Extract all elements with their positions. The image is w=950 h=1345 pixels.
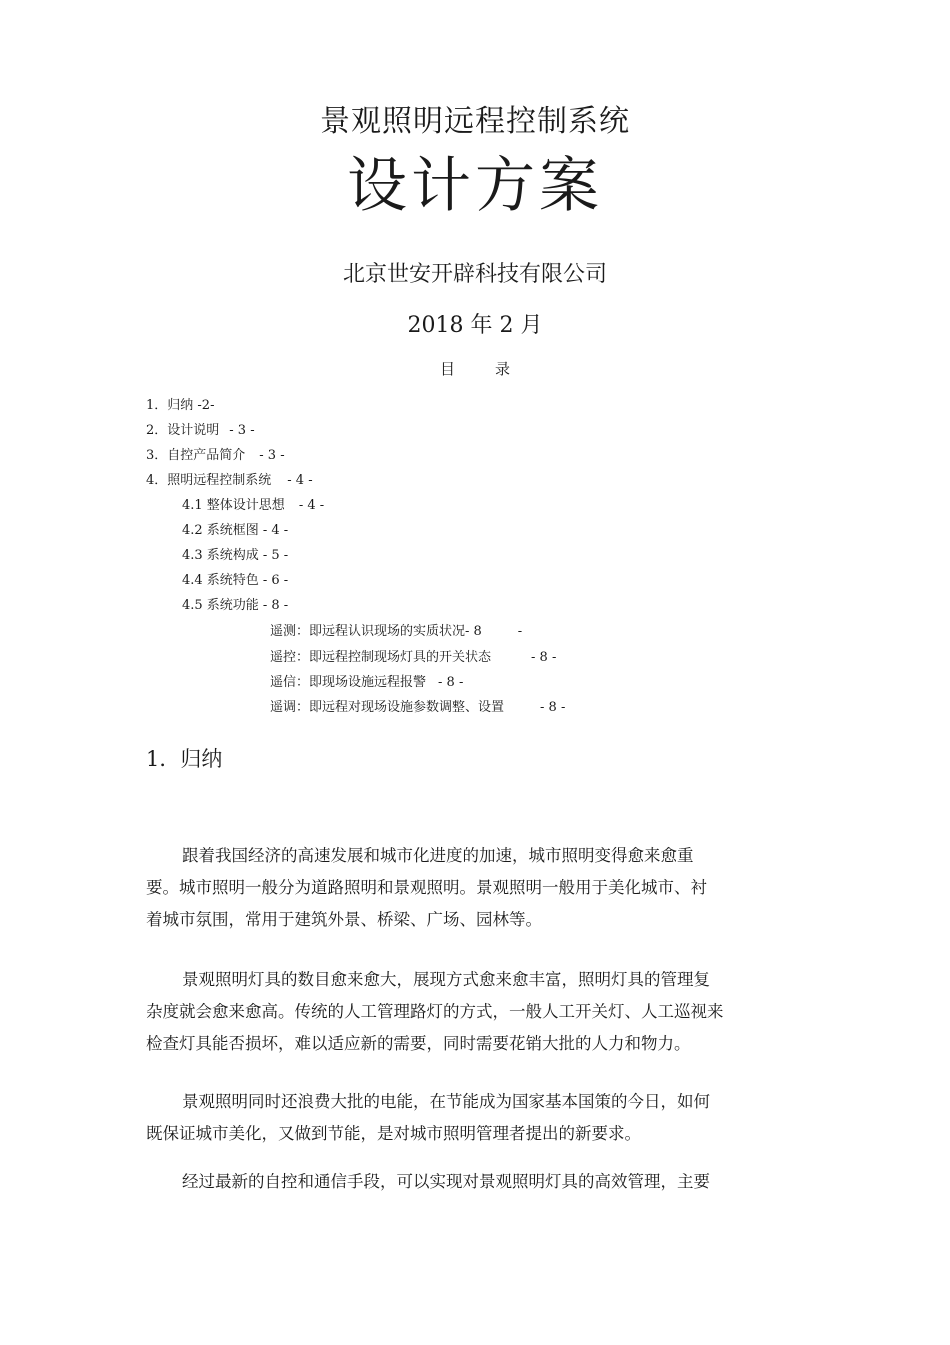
toc-item-label: 4.3 系统构成 [182,548,259,563]
toc-item[interactable] [270,696,565,715]
toc-item-page: - [517,624,523,639]
paragraph-2 [146,964,761,1060]
toc-item[interactable] [182,494,324,513]
paragraph-line: 经过最新的自控和通信手段，可以实现对景观照明灯具的高效管理，主要 [182,1172,710,1191]
document-date: 2018 年 2 月 [407,313,543,338]
paragraph-line: 跟着我国经济的高速发展和城市化进度的加速，城市照明变得愈来愈重 [182,846,694,865]
toc-item[interactable] [182,569,288,588]
section-heading: 1．归纳 [146,747,223,771]
paragraph-3 [146,1086,761,1150]
paragraph-1 [146,840,761,936]
toc-item[interactable] [182,544,288,563]
toc-item[interactable] [182,594,288,613]
toc-item[interactable] [182,519,288,538]
toc-item-page: - 5 - [262,548,289,563]
toc-heading-char-2: 录 [495,360,511,378]
paragraph-line: 景观照明灯具的数目愈来愈大，展现方式愈来愈丰富，照明灯具的管理复 [182,970,710,989]
company-name: 北京世安开辟科技有限公司 [342,262,607,287]
toc-item-label: 遥调：即远程对现场设施参数调整、设置 [270,700,505,715]
paragraph-line: 要。城市照明一般分为道路照明和景观照明。景观照明一般用于美化城市、衬 [146,878,707,897]
toc-item-page: - 8 - [438,675,464,690]
toc-item-page: - 3 - [259,448,285,463]
toc-item-label: 4.1 整体设计思想 [182,498,285,513]
toc-item[interactable] [270,646,556,665]
toc-item-page: - 4 - [262,523,289,538]
paragraph-line: 着城市氛围，常用于建筑外景、桥梁、广场、园林等。 [146,910,542,929]
toc-item-label: 2．设计说明 [146,423,220,438]
toc-item-label: 4.4 系统特色 [182,573,259,588]
toc-item-page: - 4 - [298,498,325,513]
toc-item-label: 4.5 系统功能 [182,598,259,613]
paragraph-line: 杂度就会愈来愈高。传统的人工管理路灯的方式，一般人工开关灯、人工巡视来 [146,1002,724,1021]
toc-heading [0,358,950,379]
document-subtitle: 设计方案 [347,151,603,221]
paragraph-4 [146,1166,761,1198]
paragraph-line: 检查灯具能否损坏，难以适应新的需要，同时需要花销大批的人力和物力。 [146,1034,691,1053]
toc-item-label: 4.2 系统框图 [182,523,259,538]
toc-item-page: - 4 - [287,473,313,488]
toc-item-label: 遥测：即远程认识现场的实质状况- 8 [270,624,482,639]
toc-item-label: 遥控：即远程控制现场灯具的开关状态 [270,650,492,665]
toc-item[interactable] [146,394,214,413]
toc-item[interactable] [146,469,313,488]
toc-item[interactable] [146,444,285,463]
toc-item-label: 3．自控产品简介 [146,448,246,463]
toc-heading-char-1: 目 [439,360,455,378]
paragraph-line: 景观照明同时还浪费大批的电能，在节能成为国家基本国策的今日，如何 [182,1092,710,1111]
toc-item-page: - 6 - [262,573,289,588]
toc-item-page: - 3 - [229,423,255,438]
toc-item-label: 1．归纳 -2- [146,398,215,413]
toc-item[interactable] [270,671,463,690]
document-title: 景观照明远程控制系统 [320,104,630,139]
toc-item-page: - 8 - [262,598,289,613]
toc-item[interactable] [146,419,255,438]
toc-item-label: 遥信：即现场设施远程报警 [270,675,427,690]
toc-item[interactable] [270,620,522,639]
toc-item-page: - 8 - [540,700,566,715]
toc-item-label: 4．照明远程控制系统 [146,473,272,488]
paragraph-line: 既保证城市美化，又做到节能，是对城市照明管理者提出的新要求。 [146,1124,641,1143]
toc-item-page: - 8 - [531,650,557,665]
